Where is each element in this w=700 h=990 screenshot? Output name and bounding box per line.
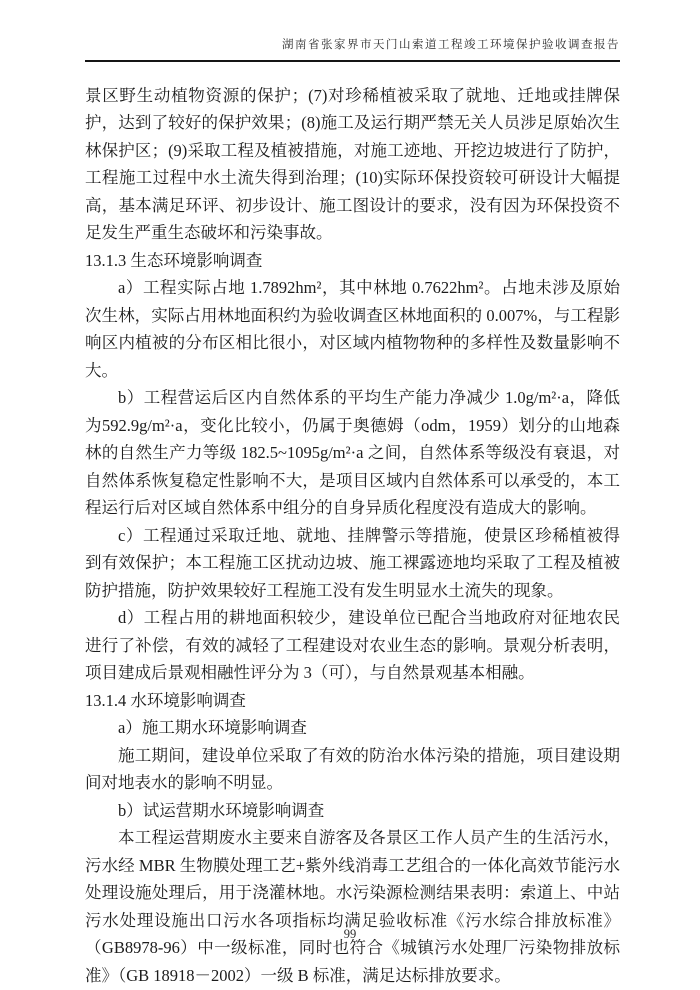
document-body — [85, 82, 620, 990]
page-number: 99 — [343, 927, 357, 941]
paragraph-trial-operation-water-body: 本工程运营期废水主要来自游客及各景区工作人员产生的生活污水，污水经 MBR 生物膜处理工艺+紫外线消毒工艺组合的一体化高效节能污水处理设施处理后，用于浇灌林地。水污染源检测结果表明：索道上、中站污水处理设施出口污水各项指标均满足验收标准《污水综合排放标准》（GB8978-96）中一级标准，同时也符合《城镇污水处理厂污染物排放标准》（GB 18918－2002）一级 B 标准，满足达标排放要求。 — [85, 828, 620, 985]
running-header: 湖南省张家界市天门山索道工程竣工环境保护验收调查报告 — [282, 39, 620, 51]
paragraph-land-occupation: a）工程实际占地 1.7892hm²，其中林地 0.7622hm²。占地未涉及原始次生林，实际占用林地面积约为验收调查区林地面积的 0.007%，与工程影响区内植被的分布区相比很小，对区域内植物物种的多样性及数量影响不大。 — [85, 278, 620, 380]
paragraph-trial-operation-water-title: b）试运营期水环境影响调查 — [118, 800, 325, 820]
header-rule — [85, 60, 620, 62]
paragraph-construction-period-water-title: a）施工期水环境影响调查 — [118, 718, 307, 738]
paragraph-farmland-compensation: d）工程占用的耕地面积较少，建设单位已配合当地政府对征地农民进行了补偿，有效的减轻了工程建设对农业生态的影响。景观分析表明，项目建成后景观相融性评分为 3（可），与自然景观基本相融。 — [85, 608, 620, 683]
section-heading-13-1-4: 13.1.4 水环境影响调查 — [85, 690, 246, 710]
section-heading-13-1-3: 13.1.3 生态环境影响调查 — [85, 250, 263, 270]
paragraph-construction-period-water-body: 施工期间，建设单位采取了有效的防治水体污染的措施，项目建设期间对地表水的影响不明显。 — [85, 745, 620, 793]
paragraph-natural-system-productivity: b）工程营运后区内自然体系的平均生产能力净减少 1.0g/m²·a，降低为592.9g/m²·a，变化比较小，仍属于奥德姆（odm，1959）划分的山地森林的自然生产力等级 182.5~1095g/m²·a 之间，自然体系等级没有衰退，对自然体系恢复稳定性影响不大，是项目区域内自然体系可以承受的，本工程运行后对区域自然体系中组分的自身异质化程度没有造成大的影响。 — [85, 388, 620, 518]
paragraph-rare-plant-protection: c）工程通过采取迁地、就地、挂牌警示等措施，使景区珍稀植被得到有效保护；本工程施工区扰动边坡、施工裸露迹地均采取了工程及植被防护措施，防护效果较好工程施工没有发生明显水土流失的现象。 — [85, 525, 620, 600]
paragraph-conclusion-continuation: 景区野生动植物资源的保护；(7)对珍稀植被采取了就地、迁地或挂牌保护，达到了较好的保护效果；(8)施工及运行期严禁无关人员涉足原始次生林保护区；(9)采取工程及植被措施，对施工迹地、开挖边坡进行了防护，工程施工过程中水土流失得到治理；(10)实际环保投资较可研设计大幅提高，基本满足环评、初步设计、施工图设计的要求，没有因为环保投资不足发生严重生态破坏和污染事故。 — [85, 85, 620, 243]
